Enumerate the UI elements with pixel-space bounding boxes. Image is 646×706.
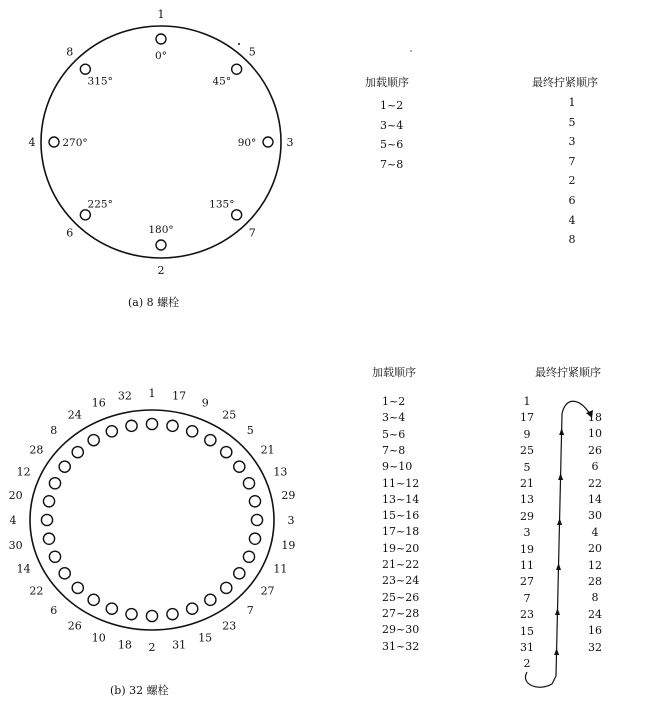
- final-order-b-left-item-13: 7: [523, 591, 531, 605]
- load-order-b-item-14: 27~28: [382, 606, 420, 620]
- bolt-number-a-3: 3: [286, 136, 294, 149]
- speck-b: [410, 50, 411, 51]
- bolt-number-b-24: 24: [67, 408, 82, 422]
- caption-8-bolts: (a) 8 螺栓: [128, 296, 180, 309]
- load-order-b-item-2: 3~4: [382, 411, 406, 425]
- sequence-arrowhead: [554, 648, 559, 655]
- caption-32-bolts: (b) 32 螺栓: [110, 684, 169, 697]
- final-order-b-right-item-10: 12: [588, 558, 602, 572]
- final-order-a-item-8: 8: [568, 233, 576, 247]
- bolt-hole-b-31: [167, 609, 178, 620]
- bolt-hole-b-13: [243, 478, 254, 489]
- bolt-hole-b-23: [205, 594, 216, 605]
- sequence-arrowhead: [555, 608, 560, 615]
- bolt-number-b-17: 17: [172, 389, 187, 403]
- final-order-b-right-item-13: 24: [588, 607, 602, 621]
- final-order-b-right-item-11: 28: [588, 575, 602, 588]
- bolt-hole-b-12: [49, 478, 60, 489]
- load-order-b-item-11: 21~22: [382, 558, 420, 571]
- final-order-b-left-item-11: 11: [520, 559, 534, 572]
- bolt-hole-b-14: [49, 551, 60, 562]
- bolt-hole-b-8: [72, 447, 83, 458]
- bolt-number-b-18: 18: [117, 638, 132, 652]
- angle-label-a-7: 135°: [209, 198, 235, 211]
- load-order-b-item-16: 31~32: [382, 639, 420, 653]
- bolt-number-b-12: 12: [16, 465, 31, 479]
- bolt-number-b-30: 30: [8, 538, 23, 552]
- bolt-hole-a-8: [80, 64, 90, 74]
- angle-label-a-4: 270°: [62, 137, 88, 149]
- load-order-b-item-10: 19~20: [382, 541, 420, 555]
- final-order-b-left-item-12: 27: [520, 575, 534, 589]
- final-order-b-right-item-12: 8: [591, 591, 599, 605]
- bolt-hole-b-2: [146, 610, 157, 621]
- bolt-hole-a-5: [232, 64, 242, 74]
- final-order-a-item-5: 2: [568, 174, 576, 188]
- bolt-hole-b-4: [41, 514, 52, 525]
- bolt-hole-b-19: [249, 533, 260, 544]
- sequence-arrowhead: [557, 518, 562, 525]
- bolt-hole-b-17: [167, 420, 178, 431]
- load-order-header-b: 加载顺序: [372, 366, 416, 379]
- bolt-hole-b-10: [106, 603, 117, 614]
- final-order-b-right-item-9: 20: [588, 542, 602, 556]
- bolt-number-b-9: 9: [201, 396, 209, 410]
- final-order-b-left-item-14: 23: [520, 608, 534, 622]
- load-order-b-item-9: 17~18: [382, 525, 420, 539]
- final-order-a-item-3: 3: [568, 135, 576, 149]
- bolt-hole-b-28: [59, 461, 70, 472]
- final-order-b-left-item-16: 31: [520, 641, 534, 654]
- final-order-a-item-7: 4: [568, 213, 576, 227]
- final-order-b-left-item-3: 9: [523, 427, 531, 441]
- bolt-number-b-31: 31: [172, 638, 187, 652]
- bolt-number-b-13: 13: [273, 465, 288, 479]
- bolt-number-b-28: 28: [29, 443, 44, 457]
- bolt-hole-a-2: [156, 240, 166, 250]
- bolt-number-b-7: 7: [246, 603, 254, 617]
- bolt-hole-b-22: [59, 568, 70, 579]
- bolt-number-b-26: 26: [67, 619, 82, 633]
- final-order-b-right-item-14: 16: [588, 624, 602, 638]
- final-order-b-right-item-7: 30: [588, 509, 602, 523]
- load-order-b-item-15: 29~30: [382, 623, 420, 637]
- bolt-hole-b-24: [88, 435, 99, 446]
- bolt-hole-b-1: [146, 418, 157, 429]
- sequence-arrowhead: [558, 473, 563, 480]
- final-order-b-left-item-8: 29: [520, 509, 534, 523]
- load-order-b-item-6: 11~12: [382, 476, 420, 490]
- bolt-number-a-2: 2: [157, 264, 165, 277]
- load-order-b-item-8: 15~16: [382, 509, 420, 523]
- bolt-hole-b-3: [251, 514, 262, 525]
- bolt-number-b-22: 22: [29, 584, 44, 598]
- load-order-header-a: 加载顺序: [365, 76, 409, 89]
- load-order-a-item-2: 3~4: [380, 118, 404, 132]
- final-order-b-left-item-7: 13: [520, 493, 534, 507]
- bolt-hole-b-30: [43, 533, 54, 544]
- bolt-number-b-23: 23: [222, 619, 237, 633]
- final-order-b-left-item-17: 2: [523, 657, 531, 671]
- final-order-b-right-item-4: 6: [591, 460, 599, 474]
- bolt-hole-b-9: [187, 426, 198, 437]
- flange-outline-b: [30, 410, 274, 630]
- angle-label-a-3: 90°: [237, 137, 257, 149]
- bolt-hole-b-21: [234, 461, 245, 472]
- final-order-header-a: 最终拧紧顺序: [532, 76, 598, 89]
- bolt-number-b-29: 29: [281, 489, 296, 503]
- bolt-number-b-5: 5: [246, 424, 254, 438]
- angle-label-a-5: 45°: [212, 75, 232, 88]
- bolt-number-b-11: 11: [273, 562, 288, 576]
- bolt-hole-a-6: [80, 210, 90, 220]
- final-order-b-left-item-10: 19: [520, 542, 534, 556]
- bolt-number-a-5: 5: [248, 45, 256, 59]
- angle-label-a-1: 0°: [155, 50, 167, 62]
- final-order-b-left-item-1: 1: [523, 395, 531, 408]
- bolt-number-b-19: 19: [281, 538, 296, 552]
- load-order-a-item-3: 5~6: [380, 138, 404, 151]
- final-order-b-right-item-2: 10: [588, 427, 602, 441]
- load-order-b-item-13: 25~26: [382, 590, 420, 604]
- final-order-b-left-item-5: 5: [523, 460, 531, 474]
- bolt-number-b-2: 2: [148, 641, 156, 654]
- final-order-a-item-1: 1: [568, 96, 576, 109]
- bolt-number-b-3: 3: [287, 514, 295, 527]
- sequence-arrowhead: [559, 428, 564, 435]
- final-order-b-right-item-1: 18: [588, 411, 602, 424]
- load-order-b-item-4: 7~8: [382, 443, 406, 457]
- bolt-number-a-1: 1: [157, 8, 165, 21]
- bolt-hole-a-4: [49, 137, 59, 147]
- bolt-hole-b-15: [187, 603, 198, 614]
- bolt-hole-b-6: [72, 582, 83, 593]
- speck-a: [238, 43, 240, 45]
- bolt-number-b-27: 27: [260, 584, 275, 598]
- bolt-number-b-10: 10: [91, 631, 106, 645]
- bolt-number-b-8: 8: [50, 424, 58, 438]
- final-order-b-left-item-2: 17: [520, 411, 534, 425]
- bolt-number-b-20: 20: [8, 489, 23, 503]
- bolt-number-b-1: 1: [148, 387, 156, 400]
- bolt-hole-b-26: [88, 594, 99, 605]
- load-order-a-item-1: 1~2: [380, 99, 404, 112]
- load-order-b-item-5: 9~10: [382, 460, 413, 474]
- bolt-number-b-32: 32: [117, 389, 132, 403]
- bolt-number-b-25: 25: [222, 408, 237, 422]
- bolt-hole-b-18: [126, 609, 137, 620]
- bolt-number-a-8: 8: [66, 45, 74, 59]
- bolt-number-b-14: 14: [16, 562, 31, 576]
- bolt-number-b-21: 21: [260, 443, 275, 457]
- angle-label-a-8: 315°: [87, 75, 113, 88]
- final-order-b-right-item-15: 32: [588, 640, 602, 654]
- bolt-number-b-6: 6: [50, 603, 58, 617]
- bolt-hole-a-3: [263, 137, 273, 147]
- final-order-a-item-4: 7: [568, 154, 576, 168]
- bolt-hole-b-5: [221, 447, 232, 458]
- bolt-number-b-16: 16: [91, 396, 106, 410]
- final-order-b-left-item-4: 25: [520, 444, 534, 458]
- load-order-b-item-7: 13~14: [382, 492, 420, 506]
- load-order-b-item-1: 1~2: [382, 395, 406, 408]
- bolt-number-a-7: 7: [248, 226, 256, 240]
- bolt-hole-a-1: [156, 34, 166, 44]
- sequence-arrowhead: [556, 563, 561, 570]
- final-order-b-left-item-6: 21: [520, 477, 534, 490]
- load-order-b-item-3: 5~6: [382, 427, 406, 441]
- final-order-header-b: 最终拧紧顺序: [535, 366, 601, 379]
- final-order-b-right-item-5: 22: [588, 476, 602, 490]
- bolt-hole-b-20: [43, 496, 54, 507]
- final-order-b-right-item-6: 14: [588, 493, 602, 506]
- final-order-b-left-item-15: 15: [520, 624, 534, 638]
- bolt-hole-b-27: [234, 568, 245, 579]
- bolt-number-b-4: 4: [9, 514, 17, 527]
- bolt-hole-b-29: [249, 496, 260, 507]
- final-order-b-right-item-8: 4: [591, 525, 599, 539]
- bolt-hole-b-7: [221, 582, 232, 593]
- load-order-b-item-12: 23~24: [382, 574, 420, 588]
- angle-label-a-2: 180°: [148, 224, 174, 236]
- bolt-number-a-4: 4: [28, 136, 36, 149]
- bolt-hole-b-32: [126, 420, 137, 431]
- final-order-b-right-item-3: 26: [588, 443, 602, 457]
- angle-label-a-6: 225°: [87, 198, 113, 211]
- bolt-number-b-15: 15: [198, 631, 213, 645]
- bolt-hole-a-7: [232, 210, 242, 220]
- load-order-a-item-4: 7~8: [380, 157, 404, 171]
- final-order-b-left-item-9: 3: [523, 526, 531, 540]
- bolt-number-a-6: 6: [66, 226, 74, 240]
- final-order-a-item-6: 6: [568, 194, 576, 207]
- final-order-a-item-2: 5: [568, 115, 576, 129]
- bolt-hole-b-25: [205, 435, 216, 446]
- bolt-hole-b-16: [106, 426, 117, 437]
- bolt-hole-b-11: [243, 551, 254, 562]
